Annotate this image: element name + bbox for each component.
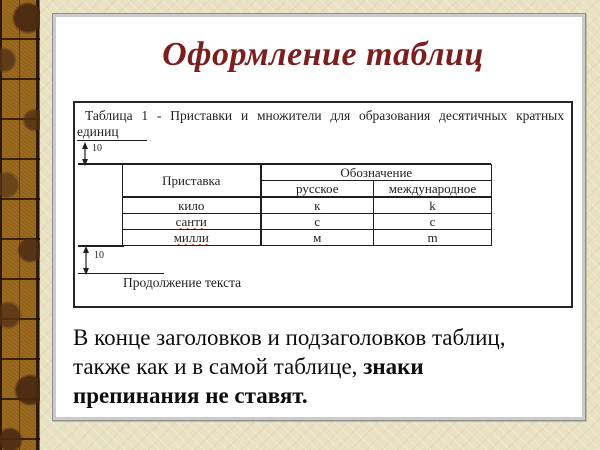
table-row: [123, 197, 492, 214]
spacing-arrow-bottom-icon: [81, 246, 91, 275]
spacing-label-top: 10: [92, 143, 102, 154]
table-row: [123, 230, 492, 246]
international-cell: m: [374, 230, 492, 246]
continuation-text: Продолжение текста: [123, 275, 242, 290]
spacing-label-bottom: 10: [94, 250, 104, 261]
decorative-leaf-border: [0, 0, 40, 450]
subheader-international-cell: международное: [374, 181, 492, 198]
page-title: Оформление таблиц: [162, 36, 484, 73]
note-line3-bold: препинания не ставят.: [73, 383, 308, 408]
header-designation-cell: Обозначение: [261, 165, 492, 181]
note-line2-normal: также как и в самой таблице,: [73, 354, 364, 379]
international-cell: k: [374, 197, 492, 214]
diagram-frame: [73, 101, 573, 308]
misspell-squiggle: милли: [173, 229, 209, 245]
table-header-row: [123, 165, 492, 181]
russian-cell: к: [261, 197, 374, 214]
russian-cell: с: [261, 214, 374, 230]
misspell-squiggle: санти: [175, 213, 207, 229]
prefix-cell: [123, 214, 261, 230]
note-line1: В конце заголовков и подзаголовков таблиц,: [73, 325, 506, 350]
prefix-cell: [123, 230, 261, 246]
caption-underline: [77, 140, 147, 141]
example-table: [122, 164, 492, 246]
subheader-russian-cell: русское: [261, 181, 374, 198]
table-row: [123, 214, 492, 230]
note-line2-bold: знаки: [363, 354, 424, 379]
note-text: [73, 323, 578, 410]
international-cell: c: [374, 214, 492, 230]
header-prefix-cell: Приставка: [123, 165, 261, 198]
continuation-rule: [78, 273, 164, 274]
table-caption-line2: единиц: [77, 124, 119, 139]
table-caption-line1: Таблица 1 - Приставки и множители для образования десятичных кратных: [85, 108, 564, 123]
prefix-cell: кило: [123, 197, 261, 214]
slide-panel: [52, 13, 586, 421]
russian-cell: м: [261, 230, 374, 246]
